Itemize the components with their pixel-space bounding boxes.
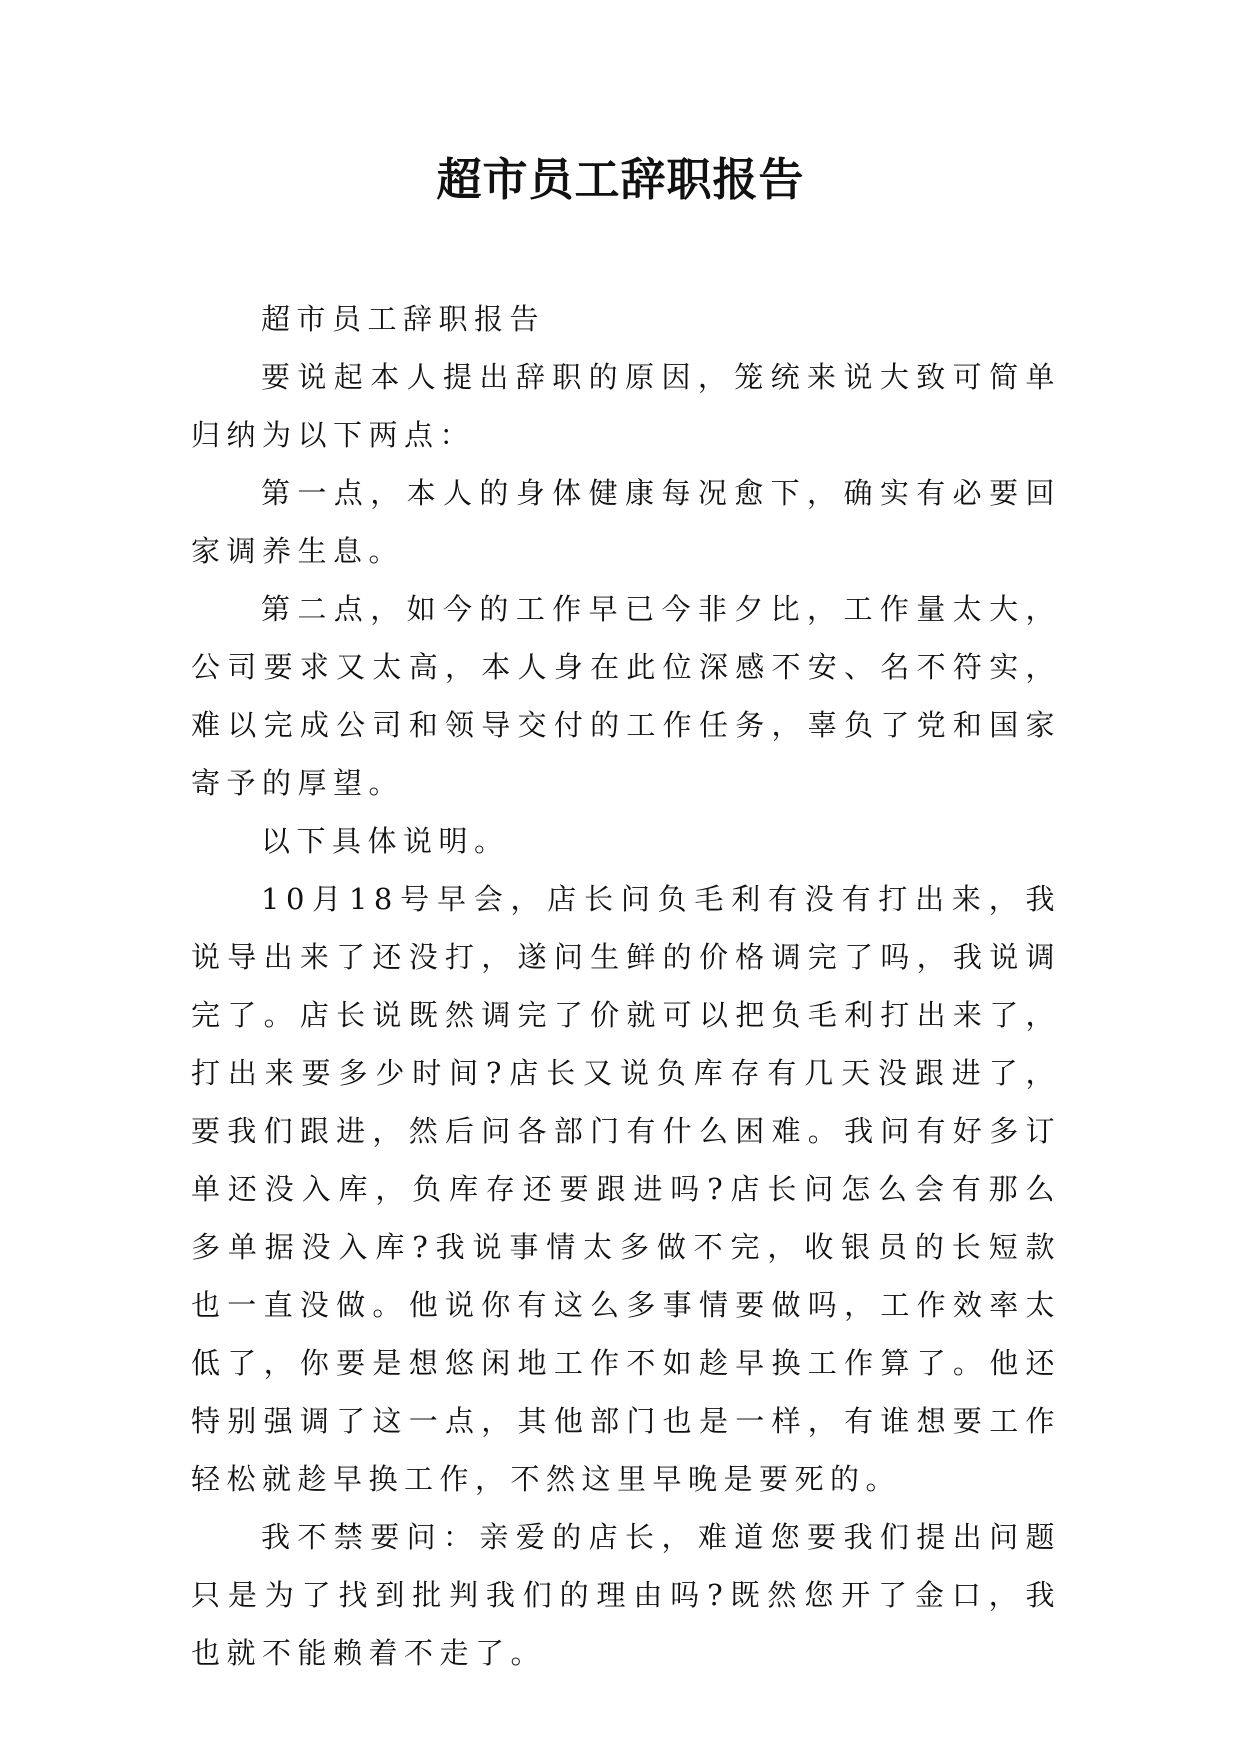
paragraph-question: 我不禁要问：亲爱的店长，难道您要我们提出问题只是为了找到批判我们的理由吗?既然您开了金口，我也就不能赖着不走了。 — [191, 1520, 1061, 1670]
paragraph-meeting: 10月18号早会，店长问负毛利有没有打出来，我说导出来了还没打，遂问生鲜的价格调完了吗，我说调完了。店长说既然调完了价就可以把负毛利打出来了，打出来要多少时间?店长又说负库存有几天没跟进了，要我们跟进，然后问各部门有什么困难。我问有好多订单还没入库，负库存还要跟进吗?店长问怎么会有那么多单据没入库?我说事情太多做不完，收银员的长短款也一直没做。他说你有这么多事情要做吗，工作效率太低了，你要是想悠闲地工作不如趁早换工作算了。他还特别强调了这一点，其他部门也是一样，有谁想要工作轻松就趁早换工作，不然这里早晚是要死的。 — [191, 882, 1061, 1496]
paragraph-heading: 超市员工辞职报告 — [261, 302, 546, 336]
document-body — [191, 290, 1061, 1682]
document-title: 超市员工辞职报告 — [436, 153, 805, 206]
paragraph-point-one: 第一点，本人的身体健康每况愈下，确实有必要回家调养生息。 — [191, 476, 1061, 568]
paragraph-point-two: 第二点，如今的工作早已今非夕比，工作量太大，公司要求又太高，本人身在此位深感不安、名不符实，难以完成公司和领导交付的工作任务，辜负了党和国家寄予的厚望。 — [191, 592, 1061, 800]
paragraph-explain: 以下具体说明。 — [261, 824, 510, 858]
paragraph-intro: 要说起本人提出辞职的原因，笼统来说大致可简单归纳为以下两点： — [191, 360, 1061, 452]
